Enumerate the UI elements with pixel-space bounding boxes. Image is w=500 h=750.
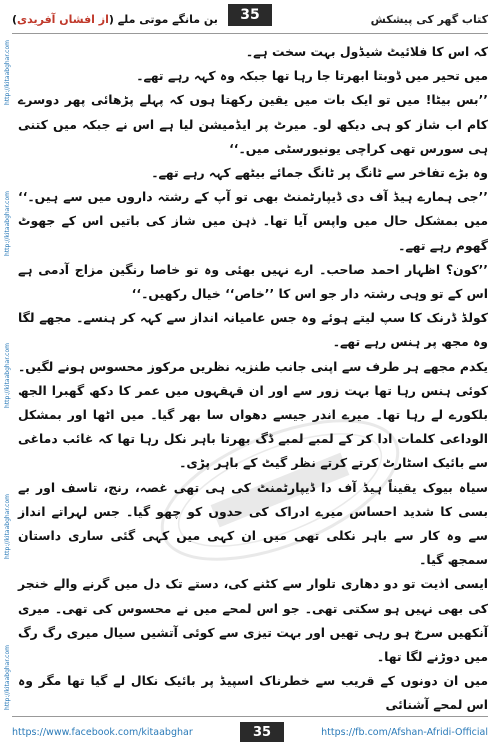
paragraph: کولڈ ڈرنک کا سپ لیتے ہوئے وہ جس عامیانہ انداز سے کہہ کر ہنسے۔ مجھے لگا وہ مجھ پر ہنس رہے تھے۔ [18, 310, 488, 350]
side-url-strip [2, 40, 12, 710]
author-name: از افشاں آفریدی [17, 12, 109, 26]
paragraph: ’’بس بیٹا! میں تو ایک بات میں یقین رکھتا ہوں کہ پہلے پڑھائی پھر دوسرے کام اب شاز کو ہی دیکھ لو۔ میرٹ پر ایڈمیشن لیا ہے اس نے جبکہ میں کتنی ہی سورس تھی کراچی یونیورسٹی میں۔‘‘ [18, 92, 488, 156]
paragraph: میں تحیر میں ڈوبتا ابھرتا جا رہا تھا جبکہ وہ کہہ رہے تھے۔ [136, 68, 488, 84]
book-title-close: ) [12, 12, 18, 26]
paragraph: سیاہ بیوک یقیناً ہیڈ آف دا ڈیپارٹمنٹ کی ہی تھی غصہ، رنج، تاسف اور بے بسی کا شدید احساس میرے ادراک کی حدوں کو چھو گیا۔ جس لہراتے انداز سے وہ کار سے باہر نکلی تھی میں ان کہی میں کہی گئی ساری داستان سمجھ گیا۔ [18, 479, 488, 568]
side-url: http://kitaabghar.com [3, 493, 11, 559]
side-url: http://kitaabghar.com [3, 40, 11, 105]
paragraph: میں ان دونوں کے قریب سے خطرناک اسپیڈ پر بائیک نکال لے گیا تھا مگر وہ اس لمحے آشنائی [18, 673, 488, 713]
side-url: http://kitaabghar.com [3, 645, 11, 710]
footer-divider [12, 716, 488, 717]
author-facebook-link[interactable]: https://fb.com/Afshan-Afridi-Official [321, 726, 488, 738]
header-divider [12, 33, 488, 34]
paragraph: یکدم مجھے ہر طرف سے اپنی جانب طنزیہ نظریں مرکوز محسوس ہونے لگیں۔ کوئی ہنس رہا تھا بہت زور سے اور ان قہقہوں میں عمر کا دکھ گھبرا الجھ بلکورے لے رہا تھا۔ میرے اندر جیسے دھواں سا بھر گیا۔ میں اٹھا اور بمشکل الوداعی کلمات ادا کر کے لمبے لمبے ڈگ بھرتا باہر نکل رہا تھا کہ غائب دماغی سے بائیک اسٹارٹ کرتے کرتے نظر گیٹ کے باہر پڑی۔ [18, 358, 488, 471]
paragraph: ’’جی ہمارے ہیڈ آف دی ڈیپارٹمنٹ بھی تو آپ کے رشتہ داروں میں سے ہیں۔‘‘ میں بمشکل حال میں واپس آیا تھا۔ ذہن میں شاز کی باتیں اس کے جھوٹ گھوم رہے تھے۔ [18, 189, 488, 253]
side-url: http://kitaabghar.com [3, 191, 11, 257]
book-title-text: بن مانگے موتی ملے ( [108, 12, 218, 26]
paragraph: کہ اس کا فلائیٹ شیڈول بہت سخت ہے۔ [245, 44, 488, 59]
side-url: http://kitaabghar.com [3, 342, 11, 408]
header-page-number: 35 [228, 4, 272, 26]
paragraph: ایسی اذیت تو دو دھاری تلوار سے کٹنے کی، دستے تک دل میں گرنے والے خنجر کی بھی نہیں ہو سکتی تھی۔ جو اس لمحے میں نے محسوس کی تھی۔ میری آنکھیں سرخ ہو رہی تھیں اور بہت تیزی سے کوئی آتشیں سیال میری رگ رگ میں دوڑنے لگا تھا۔ [18, 576, 488, 665]
book-title [12, 13, 218, 26]
story-text [18, 40, 488, 713]
publisher-title: کتاب گھر کی پیشکش [370, 12, 488, 26]
page-footer [12, 720, 488, 744]
paragraph: ’’کون؟ اظہار احمد صاحب۔ ارے نہیں بھئی وہ تو خاصا رنگین مزاج آدمی ہے اس کے تو وہی رشتہ دار جو اس کا ’’خاص‘‘ خیال رکھیں۔‘‘ [18, 261, 488, 302]
facebook-link[interactable]: https://www.facebook.com/kitaabghar [12, 726, 193, 738]
paragraph: وہ بڑے تفاخر سے ٹانگ پر ٹانگ جمائے بیٹھے کہہ رہے تھے۔ [151, 165, 488, 181]
footer-page-number: 35 [240, 722, 284, 742]
